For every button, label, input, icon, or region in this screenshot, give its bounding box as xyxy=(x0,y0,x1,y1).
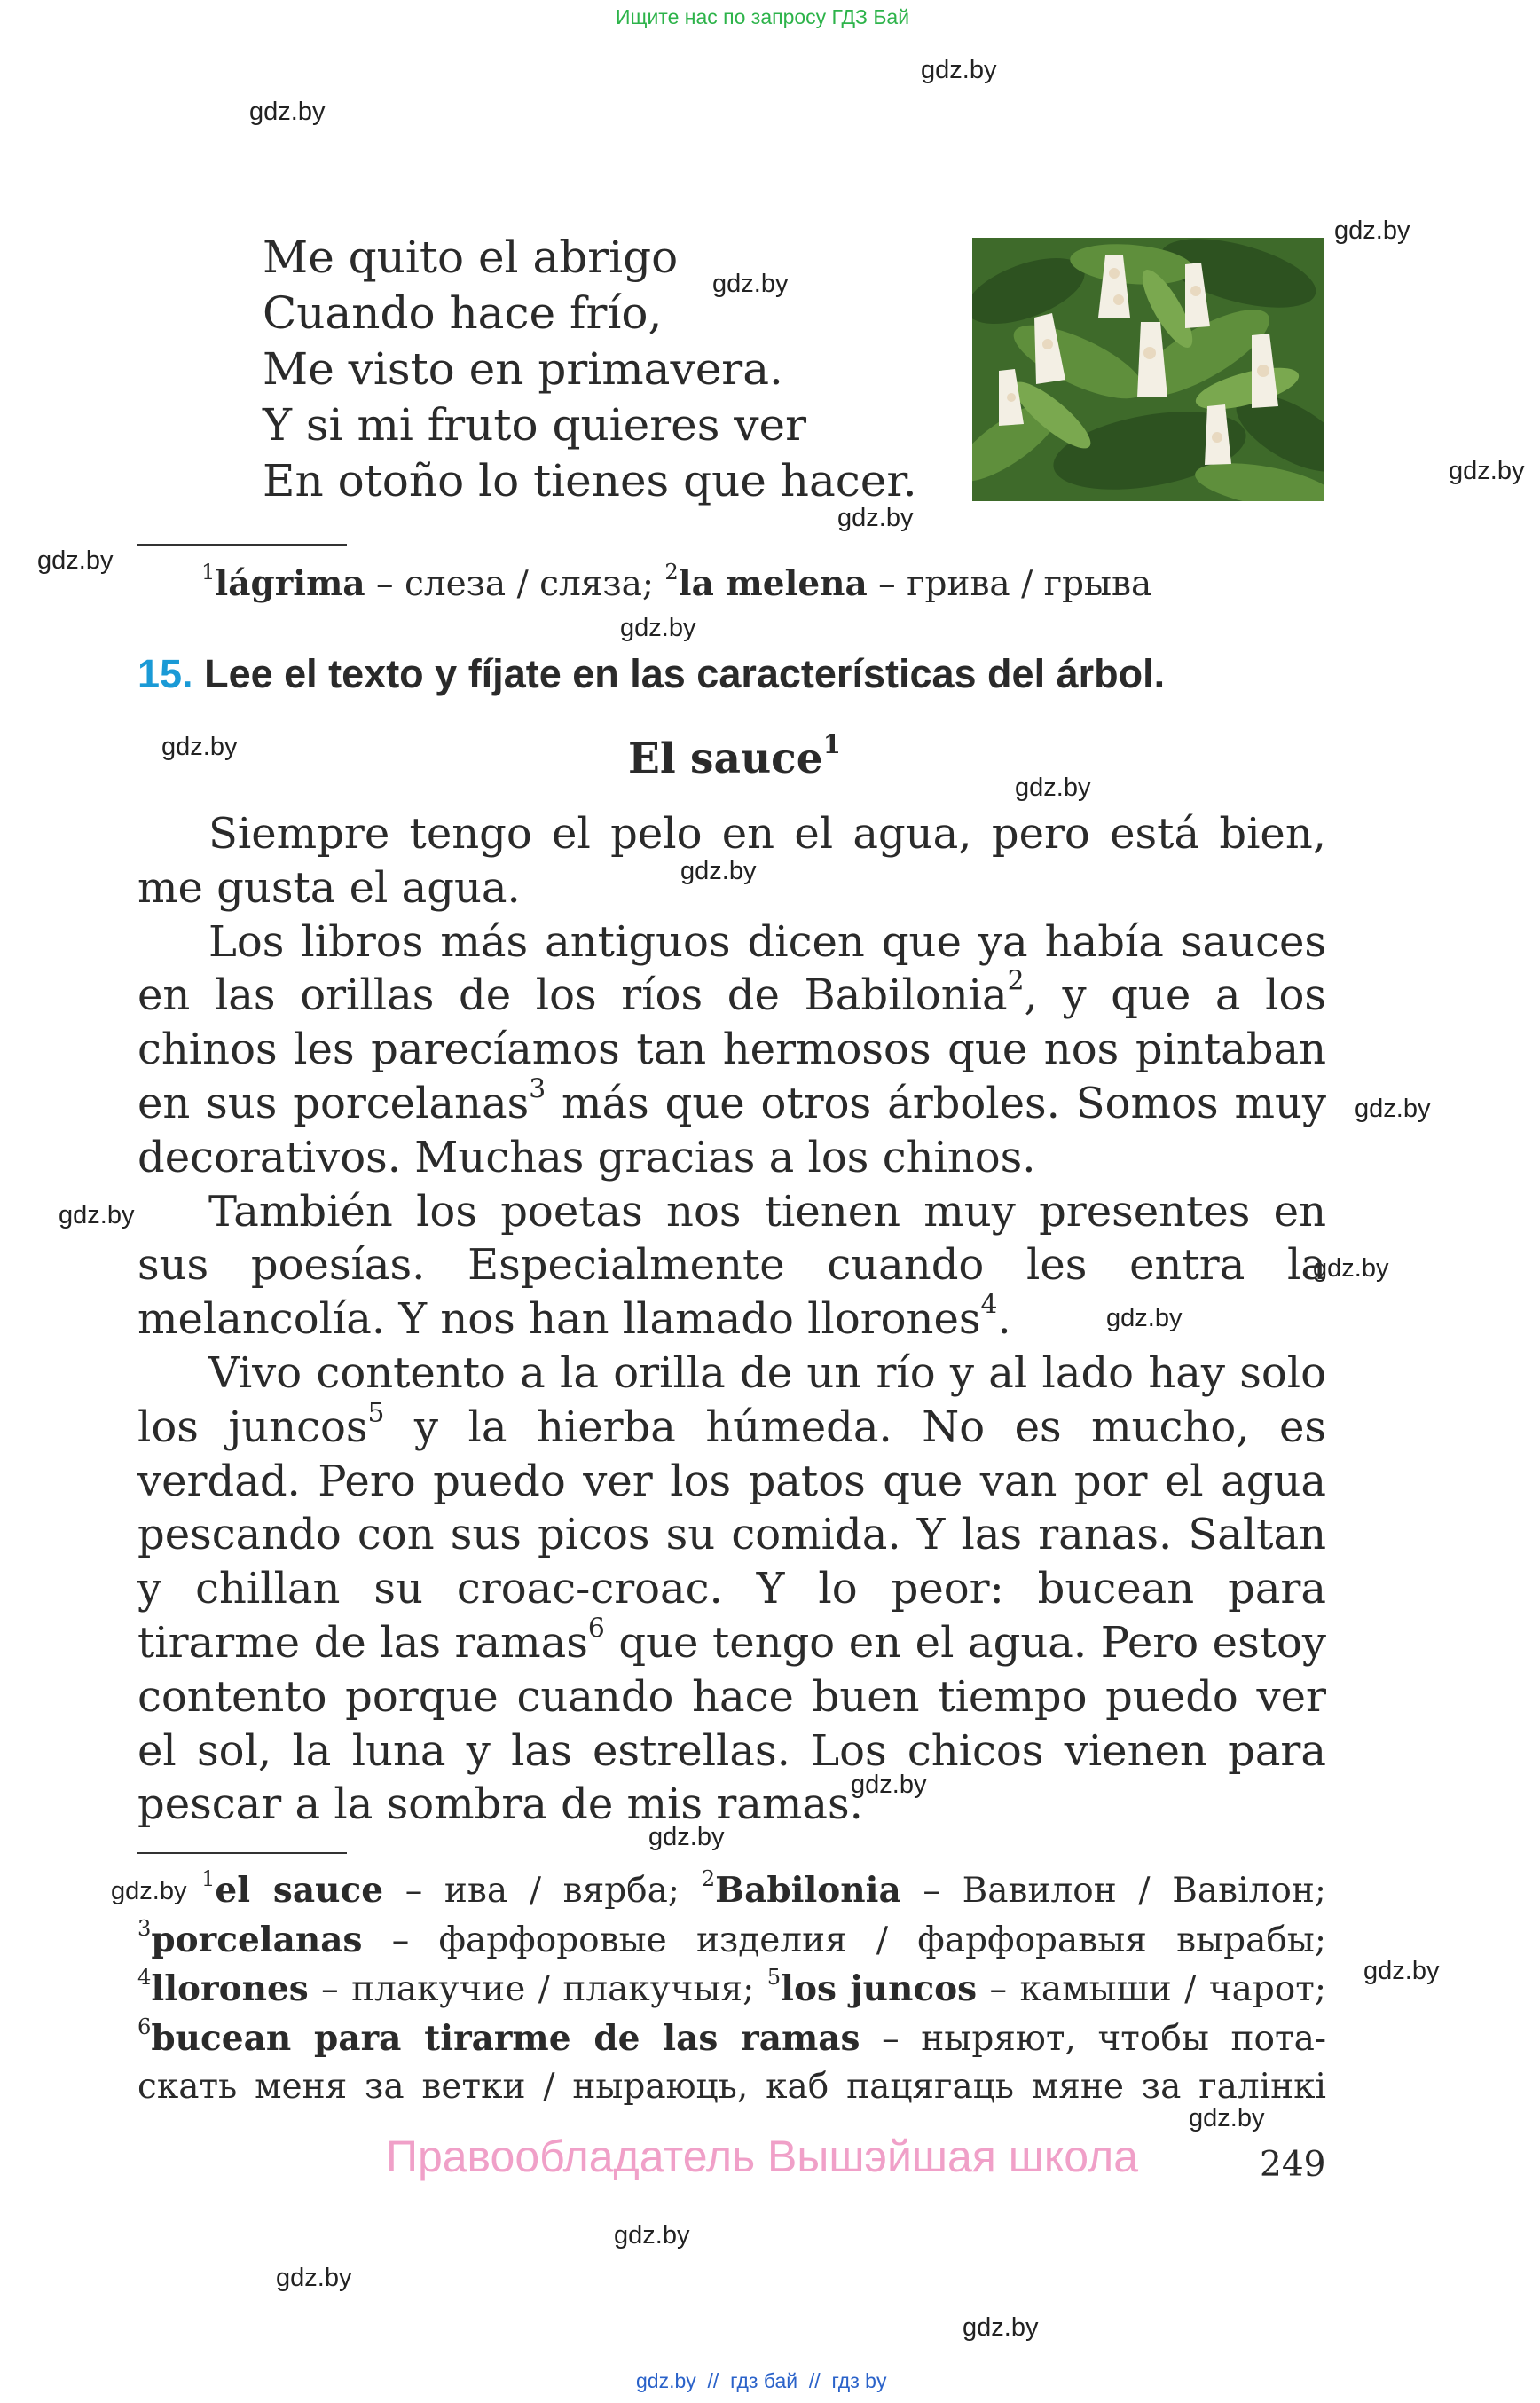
footnote-ref: 5 xyxy=(367,1397,385,1429)
watermark: gdz.by xyxy=(1334,216,1410,245)
poem-line: Cuando hace frío, xyxy=(263,287,663,339)
footnote-translation: – фарфоровые изделия / фарфоравыя вырабы; xyxy=(362,1920,1326,1960)
watermark: gdz.by xyxy=(161,733,238,761)
story-footnotes xyxy=(138,1866,1326,2112)
poem-line: En otoño lo tienes que hacer. xyxy=(263,455,917,507)
paragraph-text: más que otros árboles. Somos muy decorativos. Muchas gracias a los chinos. xyxy=(138,1078,1326,1182)
paragraph-text: Siempre tengo el pelo en el agua, pero está bien, me gusta el agua. xyxy=(138,809,1326,913)
paragraph xyxy=(138,915,1326,1185)
paragraph-text: y la hierba húmeda. No es mucho, es verdad. Pero puedo ver los patos que van por el agua pescando con sus picos su comida. Y las ranas. Saltan y chillan su croac-croac. Y lo peor: bucean para tirarme de las ramas xyxy=(138,1402,1326,1668)
footer-links[interactable]: gdz.by // гдз бай // гдз by xyxy=(636,2369,887,2392)
watermark: gdz.by xyxy=(962,2313,1039,2342)
footnote-line xyxy=(138,2014,1326,2064)
footnote-term: la melena xyxy=(678,563,868,604)
watermark: gdz.by xyxy=(276,2264,352,2292)
watermark: gdz.by xyxy=(614,2221,690,2250)
story-title xyxy=(628,729,841,783)
footnote-ref: 1 xyxy=(822,729,841,760)
paragraph-text: También los poetas nos tienen muy presentes en sus poesías. Especialmente cuando les entra la melancolía. Y nos han llamado llorones xyxy=(138,1186,1326,1345)
watermark: gdz.by xyxy=(111,1877,187,1905)
watermark: gdz.by xyxy=(59,1201,135,1229)
footnote-ref: 3 xyxy=(529,1073,546,1105)
footnote-term: bucean para tirarme de las ramas xyxy=(151,2017,860,2059)
footnote-translation: – слеза / сляза; xyxy=(365,564,665,604)
poem-line: Me quito el abrigo xyxy=(263,232,679,283)
footnote-number: 6 xyxy=(138,2014,152,2039)
watermark: gdz.by xyxy=(712,270,789,298)
footnote-line xyxy=(138,1916,1326,1966)
footnote-line xyxy=(138,1866,1326,1916)
paragraph-text: que tengo en el agua. Pero estoy contento porque cuando hace buen tiempo puedo ver el sol, la luna y las estrellas. Los chicos vienen para pescar a la sombra de mis ramas. xyxy=(138,1617,1326,1830)
riddle-poem xyxy=(263,230,917,509)
footnote-number: 5 xyxy=(766,1964,782,1990)
watermark: gdz.by xyxy=(680,857,757,885)
footnote-ref: 2 xyxy=(1007,966,1025,998)
page-number: 249 xyxy=(1260,2145,1326,2185)
watermark: gdz.by xyxy=(648,1823,725,1851)
footnote-number: 1 xyxy=(201,559,216,585)
paragraph xyxy=(138,807,1326,915)
poem-line: Me visto en primavera. xyxy=(263,343,783,395)
paragraph xyxy=(138,1185,1326,1347)
footnote-term: el sauce xyxy=(215,1870,384,1911)
paragraph xyxy=(138,1347,1326,1832)
footnote-ref: 6 xyxy=(587,1613,605,1645)
footnote-translation: – ива / вярба; xyxy=(383,1871,702,1911)
footnote-term: lágrima xyxy=(215,563,365,604)
footnote-line xyxy=(201,559,1152,604)
footnote-line xyxy=(138,1965,1326,2014)
footnote-term: llorones xyxy=(151,1968,309,2009)
watermark: gdz.by xyxy=(1355,1095,1431,1123)
exercise-heading xyxy=(138,651,1165,697)
footnote-translation: – камыши / чарот; xyxy=(977,1969,1326,2009)
story-title-text: El sauce xyxy=(628,734,823,783)
watermark: gdz.by xyxy=(921,56,997,84)
watermark: gdz.by xyxy=(837,504,914,532)
footnote-rule xyxy=(138,1852,347,1854)
footnote-translation: скать меня за ветки / ныраюць, каб пацягаць мяне за галінкі xyxy=(138,2067,1326,2107)
watermark: gdz.by xyxy=(37,546,114,575)
watermark: gdz.by xyxy=(620,614,696,642)
watermark: gdz.by xyxy=(1189,2104,1265,2132)
footnote-term: porcelanas xyxy=(151,1919,363,1960)
footnote-number: 3 xyxy=(138,1915,152,1941)
footnote-number: 1 xyxy=(201,1865,216,1891)
copyright-notice: Правообладатель Вышэйшая школа xyxy=(386,2132,1138,2181)
watermark: gdz.by xyxy=(1015,774,1091,802)
watermark: gdz.by xyxy=(249,98,326,126)
footnote-number: 2 xyxy=(664,559,679,585)
paragraph-text: , y que a los chinos les parecíamos tan hermosos que nos pintaban en sus porcelanas xyxy=(138,970,1327,1128)
footnote-ref: 4 xyxy=(980,1289,998,1321)
footnote-rule xyxy=(138,544,347,546)
paragraph-text: . xyxy=(997,1294,1011,1345)
paragraph-text: Vivo contento a la orilla de un río y al lado hay solo los juncos xyxy=(138,1347,1326,1452)
footnote-number: 2 xyxy=(701,1865,716,1891)
watermark: gdz.by xyxy=(1106,1304,1182,1332)
watermark: gdz.by xyxy=(1363,1957,1440,1985)
footnote-term: los juncos xyxy=(781,1968,978,2009)
footnote-translation: – плакучие / плакучыя; xyxy=(308,1969,767,2009)
search-banner[interactable]: Ищите нас по запросу ГДЗ Бай xyxy=(616,5,910,28)
footnote-translation: – Вавилон / Вавілон; xyxy=(900,1871,1326,1911)
exercise-instruction: Lee el texto y fíjate en las características del árbol. xyxy=(204,651,1166,696)
watermark: gdz.by xyxy=(851,1771,927,1799)
watermark: gdz.by xyxy=(1313,1254,1389,1283)
watermark: gdz.by xyxy=(1449,457,1525,485)
story-body xyxy=(138,807,1326,1832)
chestnut-blossom-photo xyxy=(972,238,1324,501)
footnote-number: 4 xyxy=(138,1964,152,1990)
footnote-line xyxy=(138,2063,1326,2112)
footnote-translation: – ныряют, чтобы пота- xyxy=(860,2018,1326,2059)
exercise-number: 15. xyxy=(138,651,193,696)
poem-line: Y si mi fruto quieres ver xyxy=(263,399,807,451)
footnote-term: Babilonia xyxy=(715,1870,901,1911)
paragraph-text: Los libros más antiguos dicen que ya había sauces en las orillas de los ríos de Babilonia xyxy=(138,916,1326,1021)
footnote-translation: – грива / грыва xyxy=(867,564,1152,604)
